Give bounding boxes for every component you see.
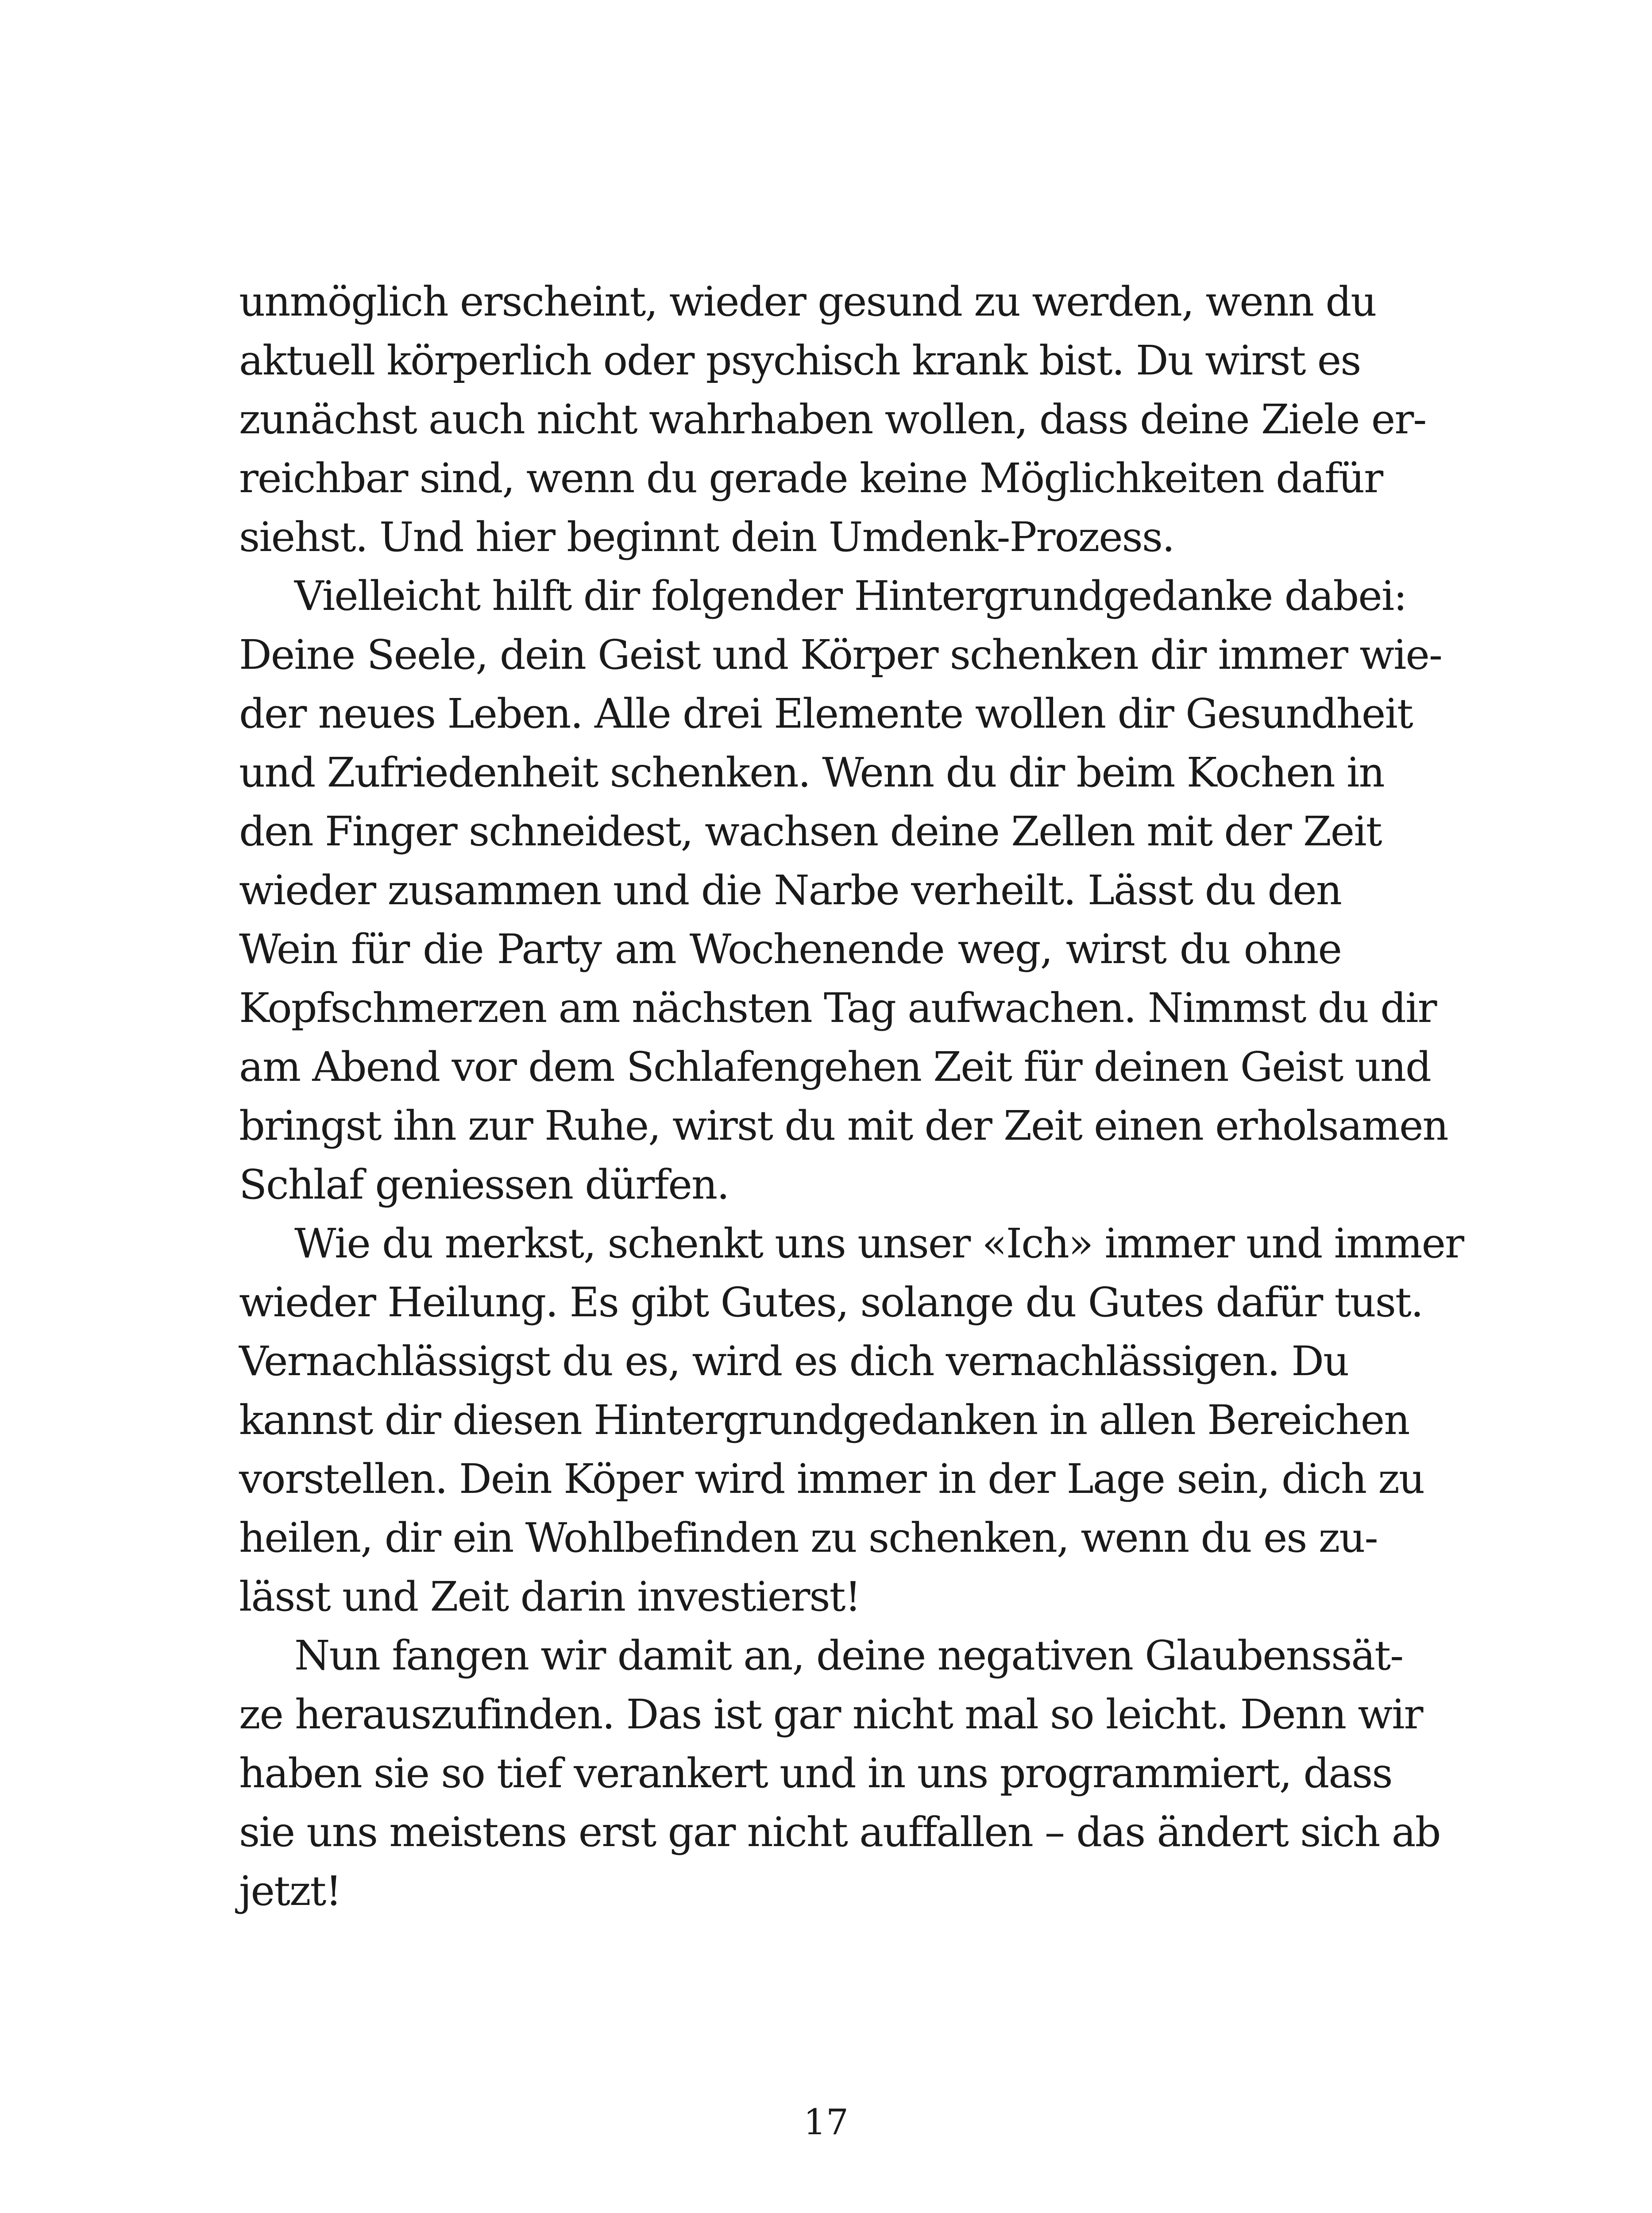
text-line: Nun fangen wir damit an, deine negativen Glaubenssät- xyxy=(294,1632,1403,1679)
text-line: aktuell körperlich oder psychisch krank bist. Du wirst es xyxy=(239,337,1361,384)
text-line: siehst. Und hier beginnt dein Umdenk-Prozess. xyxy=(239,513,1174,561)
text-line: und Zufriedenheit schenken. Wenn du dir beim Kochen in xyxy=(239,749,1384,796)
text-line: Deine Seele, dein Geist und Körper schenken dir immer wie- xyxy=(239,631,1442,679)
text-line: Vielleicht hilft dir folgender Hintergrundgedanke dabei: xyxy=(294,572,1407,620)
page-number: 17 xyxy=(803,2101,849,2143)
text-line: der neues Leben. Alle drei Elemente wollen dir Gesundheit xyxy=(239,690,1413,737)
text-line: haben sie so tief verankert und in uns programmiert, dass xyxy=(239,1750,1392,1797)
body-text xyxy=(239,272,1463,1920)
text-line: wieder zusammen und die Narbe verheilt. Lässt du den xyxy=(239,867,1341,914)
text-line: bringst ihn zur Ruhe, wirst du mit der Zeit einen erholsamen xyxy=(239,1102,1448,1149)
text-line: Wein für die Party am Wochenende weg, wirst du ohne xyxy=(239,925,1341,973)
text-line: Vernachlässigst du es, wird es dich vernachlässigen. Du xyxy=(239,1338,1349,1385)
text-line: vorstellen. Dein Köper wird immer in der Lage sein, dich zu xyxy=(239,1455,1424,1503)
text-line: unmöglich erscheint, wieder gesund zu werden, wenn du xyxy=(239,278,1376,325)
text-line: den Finger schneidest, wachsen deine Zellen mit der Zeit xyxy=(239,808,1382,855)
text-line: kannst dir diesen Hintergrundgedanken in allen Bereichen xyxy=(239,1396,1409,1444)
text-line: ze herauszufinden. Das ist gar nicht mal so leicht. Denn wir xyxy=(239,1691,1423,1738)
text-line: sie uns meistens erst gar nicht auffallen – das ändert sich ab xyxy=(239,1808,1440,1856)
paragraph-2 xyxy=(239,567,1448,1214)
text-line: Kopfschmerzen am nächsten Tag aufwachen. Nimmst du dir xyxy=(239,984,1436,1032)
text-line: heilen, dir ein Wohlbefinden zu schenken, wenn du es zu- xyxy=(239,1514,1378,1561)
paragraph-3 xyxy=(239,1214,1463,1626)
text-line: am Abend vor dem Schlafengehen Zeit für deinen Geist und xyxy=(239,1043,1431,1091)
paragraph-4 xyxy=(239,1626,1440,1920)
text-line: Wie du merkst, schenkt uns unser «Ich» immer und immer xyxy=(294,1220,1463,1267)
text-line: Schlaf geniessen dürfen. xyxy=(239,1161,729,1208)
text-line: wieder Heilung. Es gibt Gutes, solange du Gutes dafür tust. xyxy=(239,1279,1423,1326)
paragraph-1 xyxy=(239,272,1426,567)
text-line: jetzt! xyxy=(239,1867,341,1915)
text-line: zunächst auch nicht wahrhaben wollen, dass deine Ziele er- xyxy=(239,396,1426,443)
text-line: reichbar sind, wenn du gerade keine Möglichkeiten dafür xyxy=(239,455,1383,502)
text-line: lässt und Zeit darin investierst! xyxy=(239,1573,861,1620)
